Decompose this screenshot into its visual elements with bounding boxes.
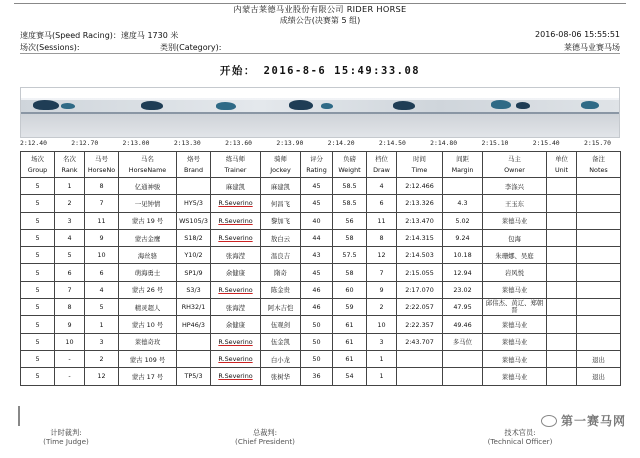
jockey-cell: 麻建凯 — [261, 178, 301, 195]
company-title: 内蒙古莱德马业股份有限公司 RIDER HORSE — [233, 4, 407, 14]
column-header: 马名 HorseName — [119, 152, 177, 178]
trainer-cell: 余健康 — [211, 316, 261, 333]
rating-cell: 45 — [301, 178, 333, 195]
margin-cell: 23.02 — [443, 281, 483, 298]
jockey-cell: 隋奇 — [261, 264, 301, 281]
margin-cell: 5.02 — [443, 212, 483, 229]
horse-number-cell: 2 — [85, 350, 119, 367]
chief-president-signature: 总裁判: (Chief President) — [235, 428, 295, 446]
time-scale-tick: 2:13.00 — [122, 139, 150, 147]
rank-cell: - — [55, 368, 85, 385]
group-cell: 5 — [21, 212, 55, 229]
time-cell: 2:43.707 — [397, 333, 443, 350]
horse-number-cell: 8 — [85, 178, 119, 195]
draw-cell: 8 — [367, 229, 397, 246]
horse-name-cell: 蒙古金鹰 — [119, 229, 177, 246]
category-label: 类别(Category): — [160, 43, 222, 52]
margin-cell: 49.46 — [443, 316, 483, 333]
owner-cell: 岩风悦 — [483, 264, 547, 281]
draw-cell: 9 — [367, 281, 397, 298]
unit-cell — [547, 316, 577, 333]
column-header: 骑师 Jockey — [261, 152, 301, 178]
jockey-cell: 白小龙 — [261, 350, 301, 367]
column-header: 单位 Unit — [547, 152, 577, 178]
table-row — [21, 195, 621, 212]
unit-cell — [547, 281, 577, 298]
unit-cell — [547, 212, 577, 229]
jockey-cell: 敖白云 — [261, 229, 301, 246]
horse-name-cell: 蒙古 10 号 — [119, 316, 177, 333]
rating-cell: 50 — [301, 316, 333, 333]
column-header: 评分 Rating — [301, 152, 333, 178]
rating-cell: 44 — [301, 229, 333, 246]
horse-number-cell: 5 — [85, 299, 119, 316]
rank-cell: 9 — [55, 316, 85, 333]
horse-number-cell: 9 — [85, 229, 119, 246]
time-scale-tick: 2:13.90 — [276, 139, 304, 147]
column-header: 间距 Margin — [443, 152, 483, 178]
owner-cell: 朱珊娜、吴庭 — [483, 247, 547, 264]
time-judge-signature: 计时裁判: (Time Judge) — [43, 428, 89, 446]
bulletin-subtitle: 成绩公告(决赛第 5 组) — [279, 16, 361, 25]
technical-officer-signature: 技术官员: (Technical Officer) — [487, 428, 553, 446]
table-row — [21, 212, 621, 229]
horse-silhouette — [516, 102, 530, 109]
jockey-cell: 黎加飞 — [261, 212, 301, 229]
margin-cell: 4.3 — [443, 195, 483, 212]
column-header: 时间 Time — [397, 152, 443, 178]
start-time: 开始： 2016-8-6 15:49:33.08 — [219, 65, 421, 77]
time-scale-tick: 2:13.60 — [225, 139, 253, 147]
time-cell: 2:17.070 — [397, 281, 443, 298]
weight-cell: 58.5 — [333, 178, 367, 195]
trainer-cell: R.Severino — [211, 195, 261, 212]
group-cell: 5 — [21, 264, 55, 281]
rank-cell: 8 — [55, 299, 85, 316]
column-header: 练马师 Trainer — [211, 152, 261, 178]
horse-number-cell: 11 — [85, 212, 119, 229]
brand-cell: HY5/3 — [177, 195, 211, 212]
horse-number-cell: 7 — [85, 195, 119, 212]
table-header — [21, 152, 621, 178]
column-header: 负磅 Weight — [333, 152, 367, 178]
trainer-cell: R.Severino — [211, 229, 261, 246]
column-header: 马号 HorseNo — [85, 152, 119, 178]
horse-number-cell: 10 — [85, 247, 119, 264]
owner-cell: 莱德马业 — [483, 350, 547, 367]
time-cell — [397, 350, 443, 367]
notes-cell — [577, 264, 621, 281]
owner-cell: 包海 — [483, 229, 547, 246]
brand-cell: SP1/9 — [177, 264, 211, 281]
brand-cell: TP5/3 — [177, 368, 211, 385]
time-cell — [397, 368, 443, 385]
weight-cell: 56 — [333, 212, 367, 229]
time-cell: 2:13.326 — [397, 195, 443, 212]
time-scale-tick: 2:13.30 — [173, 139, 201, 147]
trainer-cell: 张海滢 — [211, 247, 261, 264]
group-cell: 5 — [21, 368, 55, 385]
brand-cell: RH32/1 — [177, 299, 211, 316]
horse-name-cell: 精灵超人 — [119, 299, 177, 316]
rank-cell: 4 — [55, 229, 85, 246]
horse-number-cell: 3 — [85, 333, 119, 350]
margin-cell: 9.24 — [443, 229, 483, 246]
group-cell: 5 — [21, 316, 55, 333]
time-cell: 2:22.357 — [397, 316, 443, 333]
rating-cell: 45 — [301, 264, 333, 281]
table-row — [21, 281, 621, 298]
weight-cell: 58.5 — [333, 195, 367, 212]
brand-cell: HP46/3 — [177, 316, 211, 333]
table-row — [21, 316, 621, 333]
horse-name-cell: 海丝骆 — [119, 247, 177, 264]
column-header: 场次 Group — [21, 152, 55, 178]
notes-cell: 退出 — [577, 368, 621, 385]
group-cell: 5 — [21, 281, 55, 298]
time-scale-tick: 2:12.70 — [71, 139, 99, 147]
margin-mark — [18, 406, 20, 426]
weight-cell: 61 — [333, 333, 367, 350]
jockey-cell: 温良吉 — [261, 247, 301, 264]
unit-cell — [547, 247, 577, 264]
weight-cell: 58 — [333, 264, 367, 281]
weight-cell: 57.5 — [333, 247, 367, 264]
table-row — [21, 368, 621, 385]
table-row — [21, 264, 621, 281]
jockey-cell: 阿木吉恺 — [261, 299, 301, 316]
horse-name-cell: 萌海勇士 — [119, 264, 177, 281]
weight-cell: 60 — [333, 281, 367, 298]
notes-cell — [577, 178, 621, 195]
table-row — [21, 247, 621, 264]
draw-cell: 2 — [367, 299, 397, 316]
margin-cell — [443, 178, 483, 195]
draw-cell: 1 — [367, 350, 397, 367]
margin-cell: 47.95 — [443, 299, 483, 316]
table-row — [21, 350, 621, 367]
weight-cell: 59 — [333, 299, 367, 316]
rank-cell: 2 — [55, 195, 85, 212]
time-scale-tick: 2:15.40 — [532, 139, 560, 147]
divider — [20, 53, 620, 54]
time-cell: 2:15.055 — [397, 264, 443, 281]
weight-cell: 54 — [333, 368, 367, 385]
owner-cell: 邱伟杰、黄辽、郑朝晋 — [483, 299, 547, 316]
trainer-cell: R.Severino — [211, 281, 261, 298]
time-scale — [20, 139, 620, 149]
draw-cell: 1 — [367, 368, 397, 385]
notes-cell: 退出 — [577, 350, 621, 367]
horse-silhouette — [321, 103, 333, 109]
draw-cell: 11 — [367, 212, 397, 229]
group-cell: 5 — [21, 247, 55, 264]
notes-cell — [577, 229, 621, 246]
draw-cell: 10 — [367, 316, 397, 333]
jockey-cell: 何昌飞 — [261, 195, 301, 212]
owner-cell: 王玉东 — [483, 195, 547, 212]
sessions-label: 场次(Sessions): — [20, 43, 80, 52]
results-table — [20, 151, 621, 386]
notes-cell — [577, 316, 621, 333]
time-scale-tick: 2:15.70 — [584, 139, 611, 147]
jockey-cell: 伍观剑 — [261, 316, 301, 333]
owner-cell: 李涤兴 — [483, 178, 547, 195]
rating-cell: 45 — [301, 195, 333, 212]
notes-cell — [577, 281, 621, 298]
group-cell: 5 — [21, 299, 55, 316]
horse-name-cell: 莱德奇玫 — [119, 333, 177, 350]
owner-cell: 莱德马业 — [483, 281, 547, 298]
jockey-cell: 张树华 — [261, 368, 301, 385]
margin-cell — [443, 350, 483, 367]
margin-cell: 多马位 — [443, 333, 483, 350]
horse-number-cell: 6 — [85, 264, 119, 281]
notes-cell — [577, 333, 621, 350]
rating-cell: 36 — [301, 368, 333, 385]
horse-name-cell: 蒙古 109 号 — [119, 350, 177, 367]
unit-cell — [547, 350, 577, 367]
time-cell: 2:13.470 — [397, 212, 443, 229]
margin-cell — [443, 368, 483, 385]
group-cell: 5 — [21, 195, 55, 212]
rank-cell: 3 — [55, 212, 85, 229]
horse-silhouette — [289, 100, 313, 110]
trainer-cell: 麻建凯 — [211, 178, 261, 195]
rating-cell: 50 — [301, 350, 333, 367]
watermark-logo-icon — [541, 415, 557, 427]
trainer-cell: R.Severino — [211, 368, 261, 385]
brand-cell: WS105/3 — [177, 212, 211, 229]
group-cell: 5 — [21, 333, 55, 350]
table-row — [21, 229, 621, 246]
trainer-cell: 张海滢 — [211, 299, 261, 316]
report-datetime: 2016-08-06 15:55:51 — [535, 30, 620, 39]
horse-silhouette — [216, 102, 236, 110]
draw-cell: 4 — [367, 178, 397, 195]
table-row — [21, 299, 621, 316]
table-row — [21, 333, 621, 350]
column-header: 马主 Owner — [483, 152, 547, 178]
unit-cell — [547, 333, 577, 350]
time-cell: 2:14.315 — [397, 229, 443, 246]
trainer-cell: R.Severino — [211, 350, 261, 367]
horse-silhouette — [141, 101, 163, 110]
horse-number-cell: 1 — [85, 316, 119, 333]
unit-cell — [547, 264, 577, 281]
owner-cell: 莱德马业 — [483, 316, 547, 333]
rank-cell: 5 — [55, 247, 85, 264]
draw-cell: 12 — [367, 247, 397, 264]
brand-cell — [177, 350, 211, 367]
rank-cell: - — [55, 350, 85, 367]
time-scale-tick: 2:12.40 — [20, 139, 47, 147]
weight-cell: 61 — [333, 316, 367, 333]
time-cell: 2:14.503 — [397, 247, 443, 264]
brand-cell: S18/2 — [177, 229, 211, 246]
weight-cell: 58 — [333, 229, 367, 246]
trainer-cell: R.Severino — [211, 333, 261, 350]
notes-cell — [577, 299, 621, 316]
horse-number-cell: 4 — [85, 281, 119, 298]
horse-name-cell: 蒙古 19 号 — [119, 212, 177, 229]
unit-cell — [547, 195, 577, 212]
rating-cell: 46 — [301, 299, 333, 316]
weight-cell: 61 — [333, 350, 367, 367]
notes-cell — [577, 247, 621, 264]
race-label: 速度赛马(Speed Racing)：速度马 1730 米 — [20, 31, 179, 40]
jockey-cell: 伍金凯 — [261, 333, 301, 350]
draw-cell: 7 — [367, 264, 397, 281]
jockey-cell: 陈金贵 — [261, 281, 301, 298]
brand-cell: S3/3 — [177, 281, 211, 298]
time-scale-tick: 2:14.80 — [430, 139, 458, 147]
horse-silhouette — [393, 101, 415, 110]
rank-cell: 6 — [55, 264, 85, 281]
unit-cell — [547, 368, 577, 385]
brand-cell — [177, 333, 211, 350]
time-scale-tick: 2:15.10 — [481, 139, 509, 147]
trainer-cell: R.Severino — [211, 212, 261, 229]
unit-cell — [547, 229, 577, 246]
margin-cell: 10.18 — [443, 247, 483, 264]
watermark — [541, 412, 626, 429]
group-cell: 5 — [21, 178, 55, 195]
horse-name-cell: 亿通神骏 — [119, 178, 177, 195]
brand-cell: Y10/2 — [177, 247, 211, 264]
horse-name-cell: 蒙古 26 号 — [119, 281, 177, 298]
watermark-text: 第一赛马网 — [560, 414, 626, 428]
owner-cell: 莱德马业 — [483, 333, 547, 350]
group-cell: 5 — [21, 229, 55, 246]
draw-cell: 3 — [367, 333, 397, 350]
time-cell: 2:22.057 — [397, 299, 443, 316]
horse-name-cell: 一见钟情 — [119, 195, 177, 212]
organizer-name: 莱德马业赛马场 — [564, 43, 620, 52]
horse-number-cell: 12 — [85, 368, 119, 385]
horse-silhouette — [581, 101, 599, 109]
margin-cell: 12.94 — [443, 264, 483, 281]
horse-silhouette — [491, 100, 511, 109]
notes-cell — [577, 212, 621, 229]
rank-cell: 7 — [55, 281, 85, 298]
horse-name-cell: 蒙古 17 号 — [119, 368, 177, 385]
photo-finish-image — [20, 87, 620, 138]
column-header: 档位 Draw — [367, 152, 397, 178]
trainer-cell: 余健康 — [211, 264, 261, 281]
owner-cell: 莱德马业 — [483, 368, 547, 385]
rating-cell: 43 — [301, 247, 333, 264]
group-cell: 5 — [21, 350, 55, 367]
draw-cell: 6 — [367, 195, 397, 212]
column-header: 名次 Rank — [55, 152, 85, 178]
time-scale-tick: 2:14.50 — [378, 139, 406, 147]
table-row — [21, 178, 621, 195]
horse-silhouette — [33, 100, 59, 110]
rank-cell: 10 — [55, 333, 85, 350]
rating-cell: 40 — [301, 212, 333, 229]
brand-cell — [177, 178, 211, 195]
unit-cell — [547, 299, 577, 316]
rating-cell: 50 — [301, 333, 333, 350]
rating-cell: 46 — [301, 281, 333, 298]
notes-cell — [577, 195, 621, 212]
owner-cell: 莱德马业 — [483, 212, 547, 229]
horse-silhouette — [61, 103, 75, 109]
time-scale-tick: 2:14.20 — [327, 139, 355, 147]
unit-cell — [547, 178, 577, 195]
time-cell: 2:12.466 — [397, 178, 443, 195]
column-header: 烙号 Brand — [177, 152, 211, 178]
rank-cell: 1 — [55, 178, 85, 195]
column-header: 备注 Notes — [577, 152, 621, 178]
